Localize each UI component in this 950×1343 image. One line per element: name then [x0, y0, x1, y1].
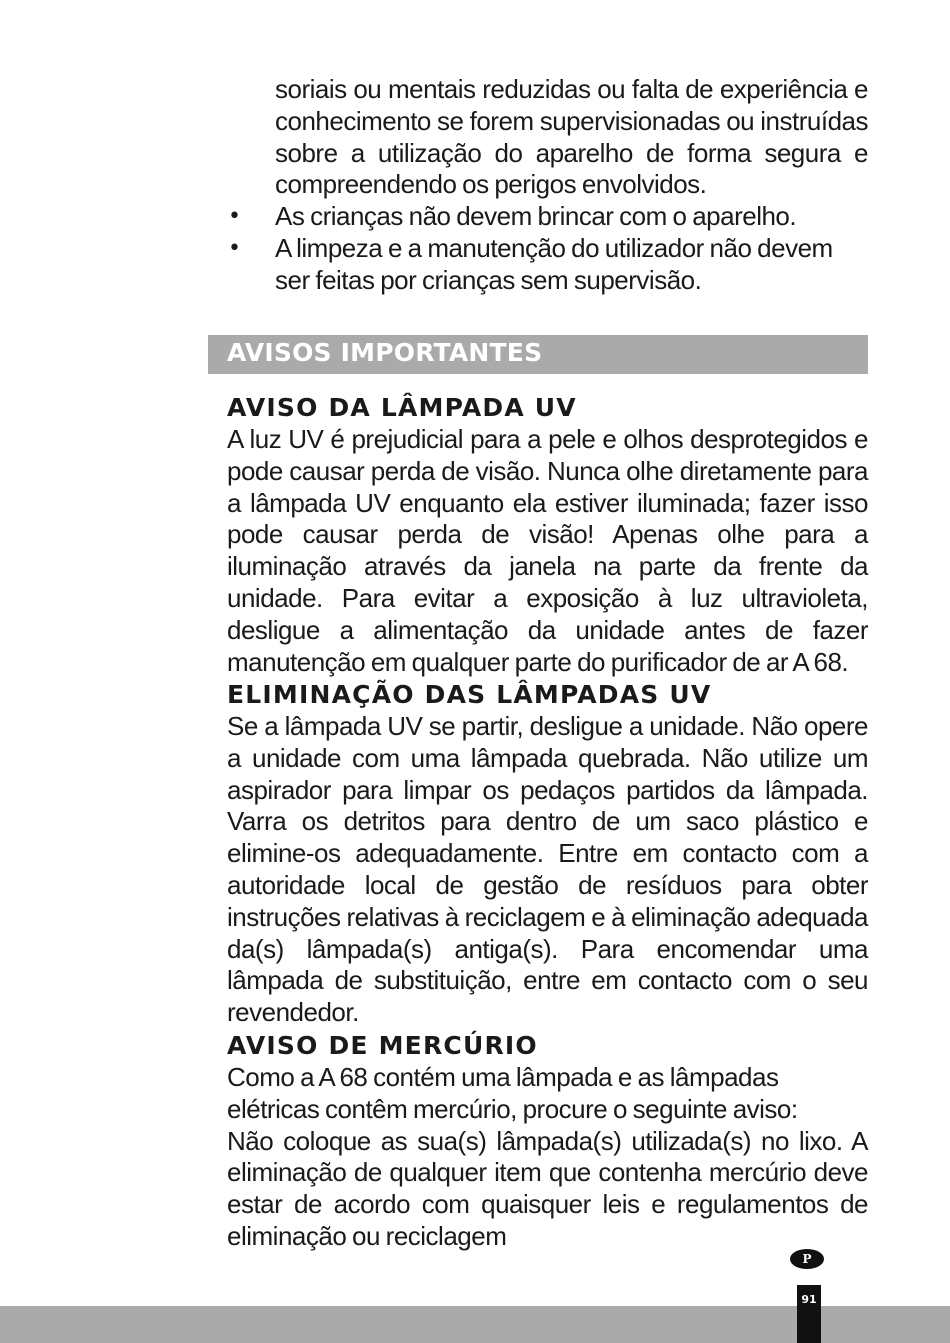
list-item-text: As crianças não devem brincar com o aparelho. [275, 201, 797, 231]
section-paragraph: Como a A 68 contém uma lâmpada e as lâmpadas elétricas contêm mercúrio, procure o seguinte aviso: [227, 1062, 798, 1124]
uv-lamp-warning-section [227, 392, 868, 678]
mercury-warning-section [227, 1030, 868, 1253]
section-paragraph: Se a lâmpada UV se partir, desligue a unidade. Não opere a unidade com uma lâmpada quebrada. Não utilize um aspirador para limpar os pedaços partidos da lâmpada. Varra os detritos para dentro de um saco plástico e elimine-os adequadamente. Entre em contacto com a autoridade local de gestão de resíduos para obter instruções relativas à reciclagem e à eliminação adequada da(s) lâmpada(s) antiga(s). Para encomendar uma lâmpada de substituição, entre em contacto com o seu revendedor. [227, 711, 868, 1028]
page-number-tab [797, 1285, 821, 1343]
section-heading: AVISO DE MERCÚRIO [227, 1031, 538, 1060]
list-item [228, 201, 868, 233]
uv-lamp-disposal-section [227, 679, 868, 1029]
section-paragraph: Não coloque as sua(s) lâmpada(s) utilizada(s) no lixo. A eliminação de qualquer item que contenha mercúrio deve estar de acordo com quaisquer leis e regulamentos de eliminação ou reciclagem [227, 1125, 868, 1251]
list-item-text: A limpeza e a manutenção do utilizador não devem ser feitas por crianças sem supervisão. [275, 232, 833, 295]
bullet-list [228, 201, 868, 296]
intro-paragraph: soriais ou mentais reduzidas ou falta de experiência e conhecimento se forem supervisionadas ou instruídas sobre a utilização do aparelho de forma segura e compreendendo os perigos envolvidos. [275, 74, 868, 200]
list-item [228, 233, 868, 297]
section-paragraph: A luz UV é prejudicial para a pele e olhos desprotegidos e pode causar perda de visão. Nunca olhe diretamente para a lâmpada UV enquanto ela estiver iluminada; fazer isso pode causar perda de visão! Apenas olhe para a iluminação através da janela na parte da frente da unidade. Para evitar a exposição à luz ultravioleta, desligue a alimentação da unidade antes de fazer manutenção em qualquer parte do purificador de ar A 68. [227, 424, 868, 677]
page-number: 91 [801, 1293, 817, 1306]
bullet-marker: • [228, 235, 241, 261]
banner-title: AVISOS IMPORTANTES [227, 338, 543, 367]
section-banner [208, 335, 868, 374]
language-badge: P [790, 1249, 824, 1269]
section-heading: AVISO DA LÂMPADA UV [227, 393, 577, 422]
bullet-marker: • [228, 204, 241, 229]
section-heading: ELIMINAÇÃO DAS LÂMPADAS UV [227, 680, 712, 709]
